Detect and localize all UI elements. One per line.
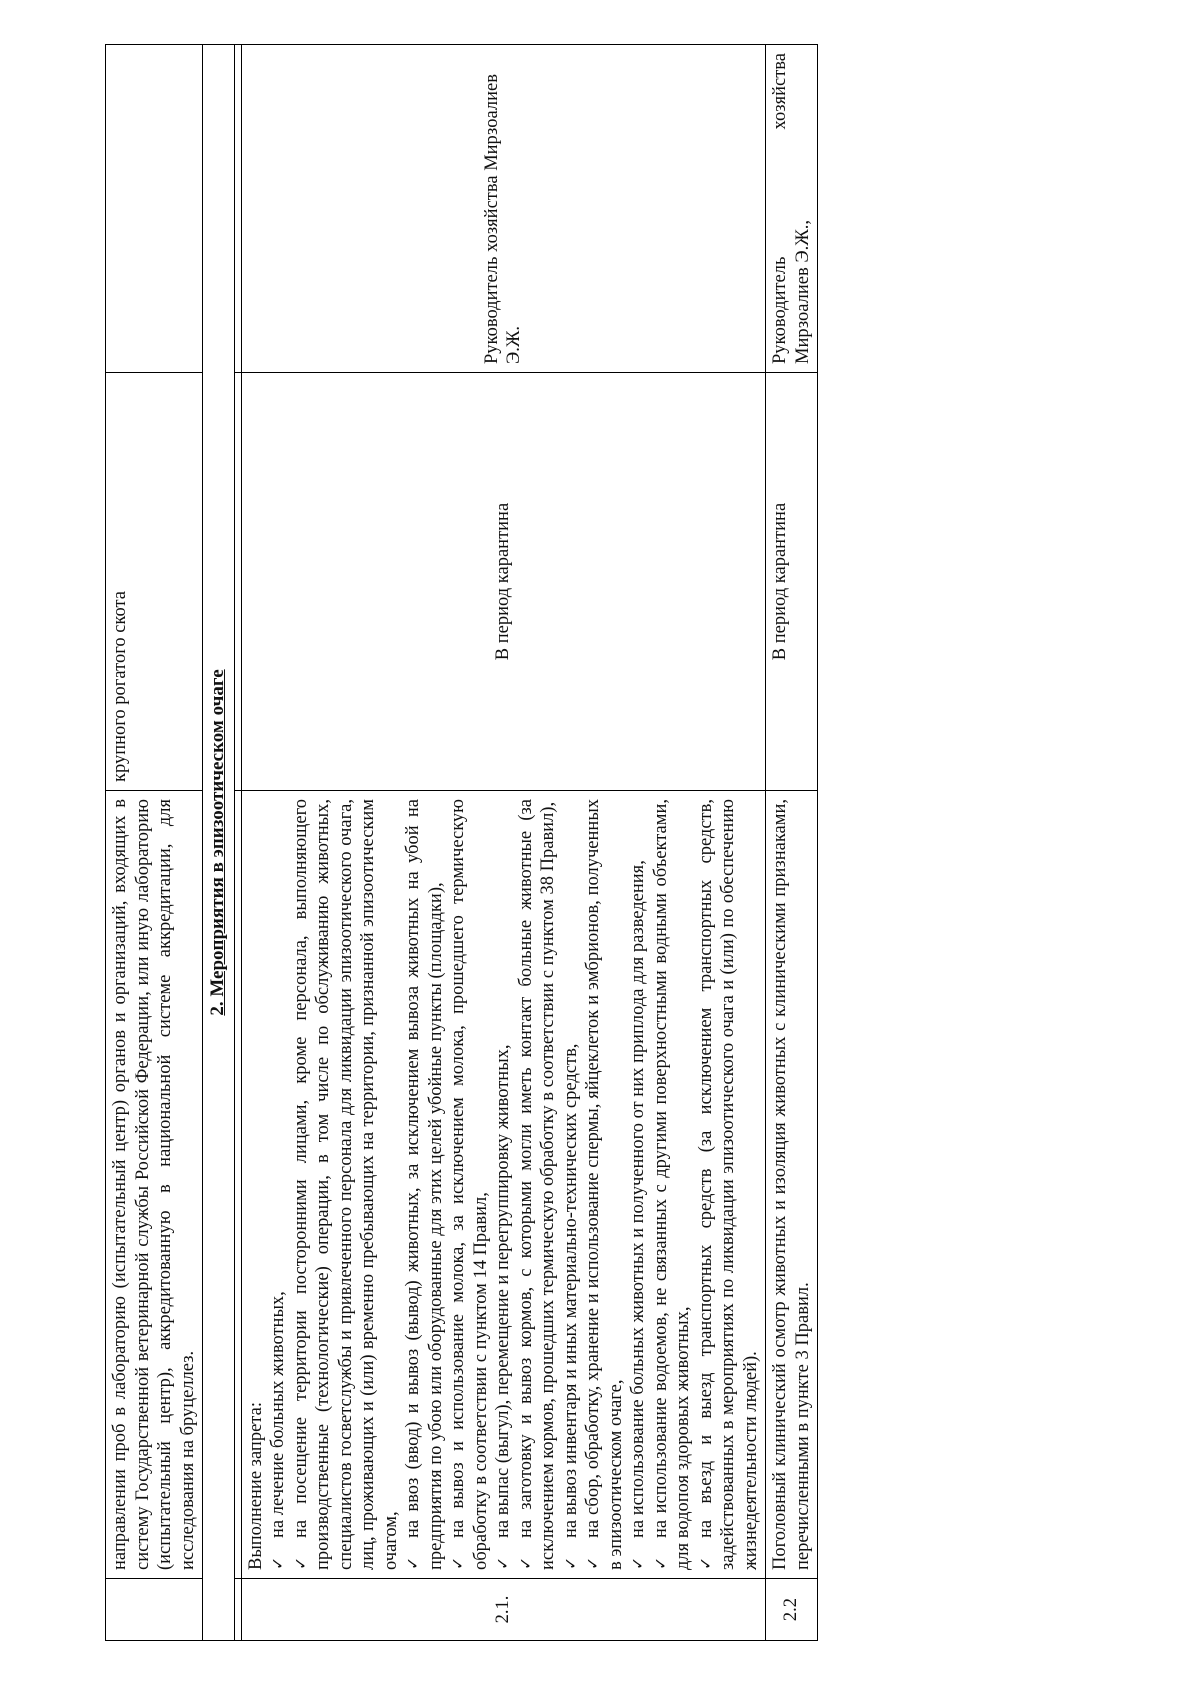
cell-action-list [241, 791, 766, 1579]
cell-num-empty [106, 1579, 203, 1641]
check-mark-icon: ✓ [560, 1556, 580, 1570]
list-item-text: на использование водоемов, не связанных с другими поверхностными водными объектами, для водопоя здоровых животных, [650, 799, 693, 1570]
spacer-cell [234, 791, 241, 1579]
section-title: 2. Мероприятия в эпизоотическом очаге [203, 45, 235, 1641]
list-item [267, 799, 290, 1570]
list-item-text: на выпас (выгул), перемещение и перегруппировку животных, [493, 1044, 513, 1538]
check-mark-icon: ✓ [650, 1556, 670, 1570]
responsible-title-line [769, 53, 792, 364]
document-table-wrap [105, 45, 818, 1641]
table-row-continuation [106, 45, 203, 1641]
check-mark-icon: ✓ [515, 1556, 535, 1570]
measures-table [105, 44, 818, 1641]
cell-responsible: Руководитель хозяйства Мирзоалиев Э.Ж. [241, 45, 766, 373]
check-mark-icon: ✓ [695, 1556, 715, 1570]
cell-responsible [766, 45, 818, 373]
list-item [627, 799, 650, 1570]
list-item [515, 799, 560, 1570]
list-item-text: на ввоз (ввод) и вывоз (вывод) животных, за исключением вывоза животных на убой на предприятия по убою или оборудованные для этих целей убойные пункты (площадки), [403, 799, 446, 1570]
cell-responsible-empty [106, 45, 203, 373]
list-item [290, 799, 403, 1570]
spacer-cell [234, 45, 241, 373]
check-mark-icon: ✓ [583, 1556, 602, 1570]
check-mark-icon: ✓ [268, 1556, 287, 1570]
responsible-title: Руководитель [770, 256, 790, 364]
list-item [492, 799, 515, 1570]
cell-time: В период карантина [241, 373, 766, 791]
cell-time: В период карантина [766, 373, 818, 791]
spacer-cell [234, 1579, 241, 1641]
cell-action-continued: направлении проб в лабораторию (испытательный центр) органов и организаций, входящих в систему Государственной ветеринарной службы Российской Федерации, или иную лабораторию (испытательный центр), аккредитованную в национальной системе аккредитации, для исследования на бруцеллез. [106, 791, 203, 1579]
list-item [560, 799, 583, 1570]
cell-time-continued: крупного рогатого скота [106, 373, 203, 791]
list-item [447, 799, 492, 1570]
list-item-text: на вывоз и использование молока, за исключением молока, прошедшего термическую обработку в соответствии с пунктом 14 Правил, [448, 799, 491, 1570]
responsible-org: хозяйства [770, 53, 790, 130]
list-item [650, 799, 695, 1570]
list-item [695, 799, 763, 1570]
row-number: 2.2 [766, 1579, 818, 1641]
list-item-text: на посещение территории посторонними лицами, кроме персонала, выполняющего производственные (технологические) операции, в том числе по обслуживанию животных, специалистов госветслужбы и привлеченного персонала для ликвидации эпизоотического очага, лиц, проживающих и (или) временно пребывающих на территории, признанной эпизоотическим очагом, [290, 799, 401, 1570]
check-mark-icon: ✓ [493, 1556, 512, 1570]
spacer-row [234, 45, 241, 1641]
list-intro: Выполнение запрета: [245, 1402, 266, 1570]
list-item-text: на использование больных животных и полученного от них приплода для разведения, [628, 860, 648, 1538]
list-item [402, 799, 447, 1570]
list-item-text: на вывоз инвентаря и иных материально-технических средств, [560, 1043, 581, 1538]
list-item-text: на въезд и выезд транспортных средств (за исключением транспортных средств, задействованных в мероприятиях по ликвидации эпизоотического очага и (или) по обеспечению жизнедеятельности людей). [695, 799, 761, 1570]
list-item-text: на лечение больных животных, [268, 1291, 288, 1538]
section-header-row [203, 45, 235, 1641]
list-item-text: на сбор, обработку, хранение и использование спермы, яйцеклеток и эмбрионов, полученных в эпизоотическом очаге, [583, 799, 626, 1570]
cell-action: Поголовный клинический осмотр животных и изоляция животных с клиническими признаками, перечисленными в пункте 3 Правил. [766, 791, 818, 1579]
spacer-cell [234, 373, 241, 791]
list-item [582, 799, 627, 1570]
responsible-name: Мирзоалиев Э.Ж., [792, 219, 813, 364]
list-item-text: на заготовку и вывоз кормов, с которыми могли иметь контакт больные животные (за исключением кормов, прошедших термическую обработку в соответствии с пунктом 38 Правил), [515, 799, 558, 1570]
check-mark-icon: ✓ [403, 1556, 422, 1570]
check-mark-icon: ✓ [628, 1556, 647, 1570]
table-row-2-2 [766, 45, 818, 1641]
table-row-2-1 [241, 45, 766, 1641]
check-mark-icon: ✓ [290, 1556, 310, 1570]
check-mark-icon: ✓ [448, 1556, 467, 1570]
row-number: 2.1. [241, 1579, 766, 1641]
